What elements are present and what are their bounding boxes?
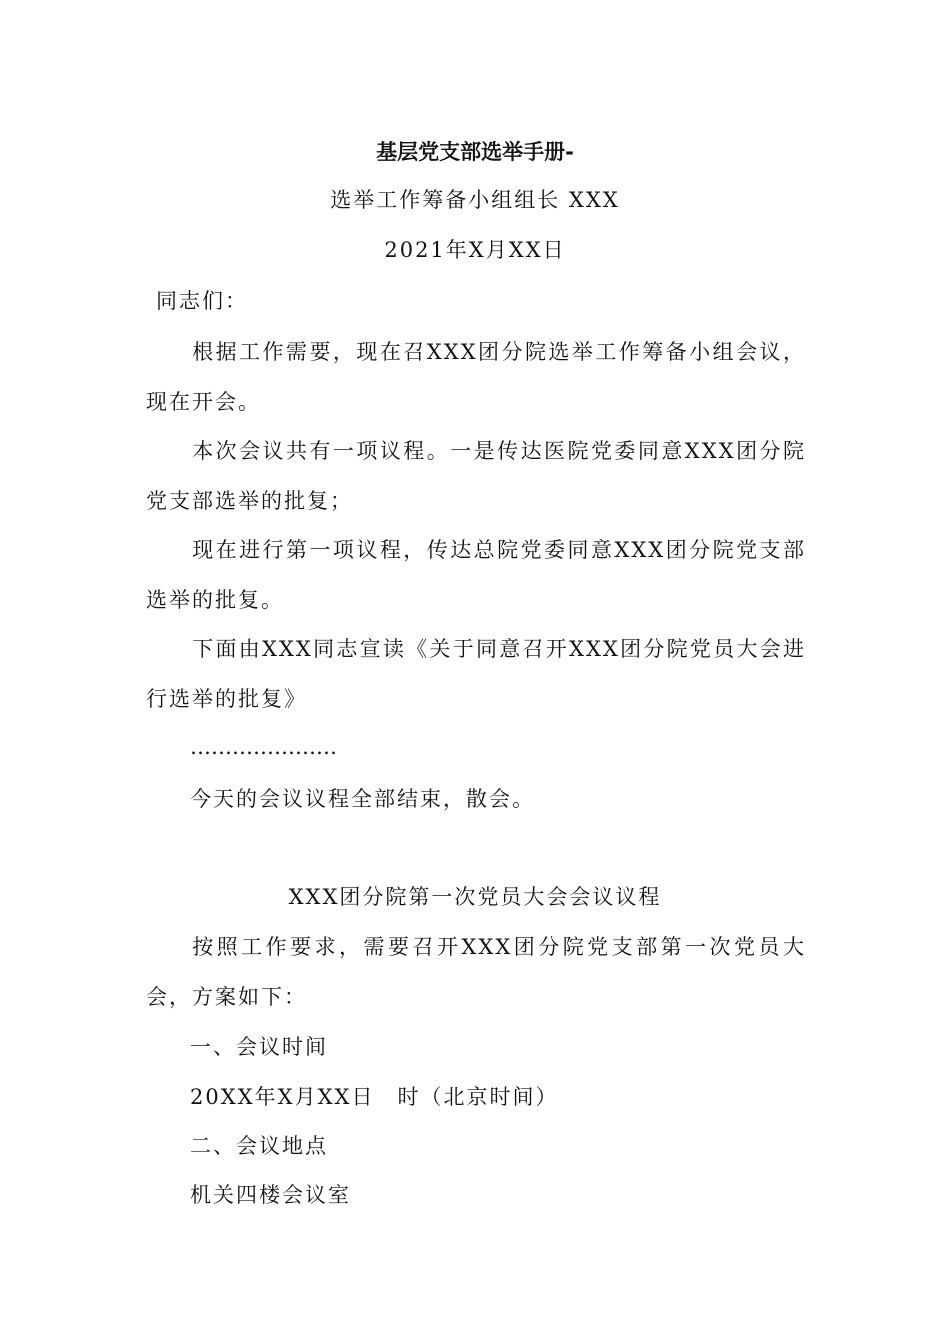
- paragraph-4: 下面由XXX同志宣读《关于同意召开XXX团分院党员大会进行选举的批复》: [146, 637, 806, 711]
- date-line: 2021年X月XX日: [384, 238, 566, 262]
- agenda-item: 20XX年X月XX日 时（北京时间）: [190, 1085, 559, 1109]
- section-title: XXX团分院第一次党员大会会议议程: [288, 885, 662, 909]
- paragraph-1: 根据工作需要，现在召XXX团分院选举工作筹备小组会议，现在开会。: [146, 340, 806, 414]
- document-title: 基层党支部选举手册-: [376, 140, 574, 164]
- ellipsis-line: …………………: [190, 735, 337, 759]
- section-intro: 按照工作要求，需要召开XXX团分院党支部第一次党员大会，方案如下：: [146, 935, 806, 1009]
- agenda-item: 二、会议地点: [190, 1134, 328, 1158]
- author-line: 选举工作筹备小组组长 XXX: [330, 188, 620, 212]
- salutation: 同志们：: [156, 289, 248, 313]
- agenda-item: 一、会议时间: [190, 1035, 328, 1059]
- paragraph-2: 本次会议共有一项议程。一是传达医院党委同意XXX团分院党支部选举的批复；: [146, 439, 806, 513]
- closing-line: 今天的会议议程全部结束，散会。: [190, 787, 535, 811]
- paragraph-3: 现在进行第一项议程，传达总院党委同意XXX团分院党支部选举的批复。: [146, 538, 806, 612]
- agenda-item: 机关四楼会议室: [190, 1183, 351, 1207]
